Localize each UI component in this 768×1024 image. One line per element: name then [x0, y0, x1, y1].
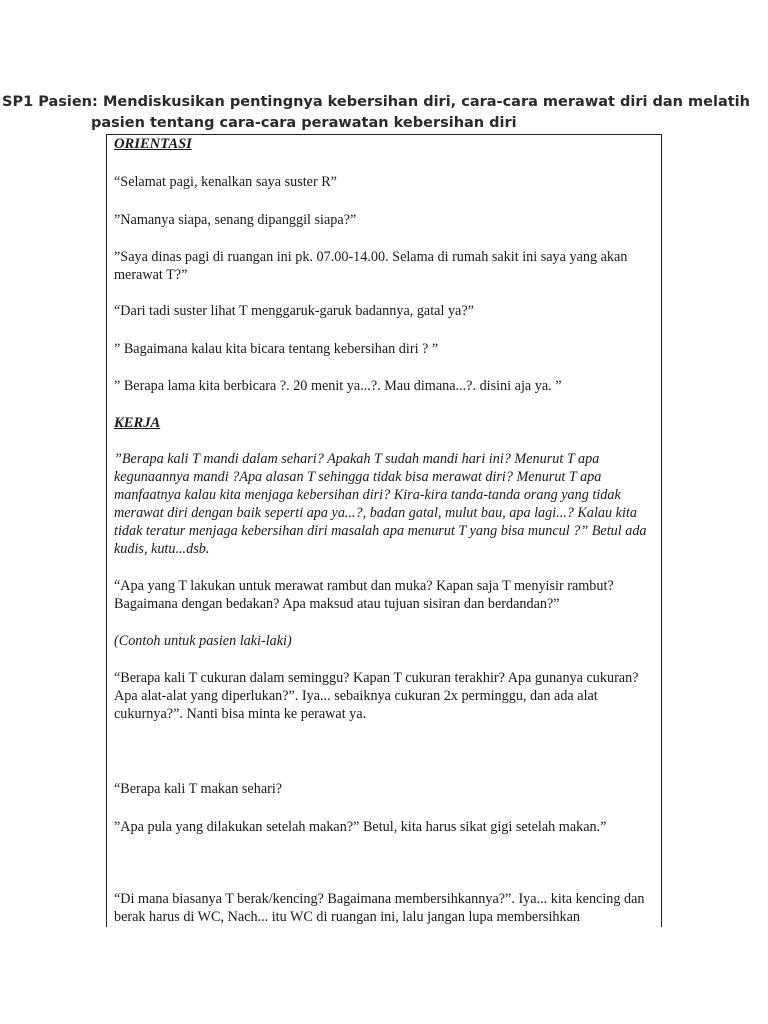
kerja-paragraph: “Berapa kali T cukuran dalam seminggu? Kapan T cukuran terakhir? Apa gunanya cukuran? Apa alat-alat yang diperlukan?”. Iya... sebaiknya cukuran 2x perminggu, dan ada alat cukurnya?”. Nanti bisa minta ke perawat ya. [114, 670, 639, 722]
kerja-paragraph: (Contoh untuk pasien laki-laki) [114, 633, 292, 649]
kerja-paragraph: “Berapa kali T makan sehari? [114, 781, 283, 797]
kerja-paragraph: ”Apa pula yang dilakukan setelah makan?” Betul, kita harus sikat gigi setelah makan.” [114, 819, 607, 835]
heading-title-line1: Mendiskusikan pentingnya kebersihan diri, cara-cara merawat diri dan melatih [103, 94, 750, 110]
kerja-paragraph: “Apa yang T lakukan untuk merawat rambut dan muka? Kapan saja T menyisir rambut? Bagaimana dengan bedakan? Apa maksud atau tujuan sisiran dan berdandan?” [114, 578, 614, 612]
kerja-paragraph: ”Berapa kali T mandi dalam sehari? Apakah T sudah mandi hari ini? Menurut T apa kegunaannya mandi ?Apa alasan T sehingga tidak bisa merawat diri? Menurut T apa manfaatnya kalau kita menjaga kebersihan diri? Kira-kira tanda-tanda orang yang tidak merawat diri dengan baik seperti apa ya...?, badan gatal, mulut bau, apa lagi...? Kalau kita tidak teratur menjaga kebersihan diri masalah apa menurut T yang bisa muncul ?” Betul ada kudis, kutu...dsb. [114, 451, 647, 557]
kerja-title: KERJA [114, 415, 161, 431]
orientasi-paragraph: ”Namanya siapa, senang dipanggil siapa?” [114, 212, 357, 228]
orientasi-paragraph: ” Berapa lama kita berbicara ?. 20 menit ya...?. Mau dimana...?. disini aja ya. ” [114, 378, 562, 394]
dialogue-box [106, 134, 662, 927]
orientasi-paragraph: ”Saya dinas pagi di ruangan ini pk. 07.00-14.00. Selama di rumah sakit ini saya yang akan merawat T?” [114, 249, 628, 283]
orientasi-paragraph: “Selamat pagi, kenalkan saya suster R” [114, 174, 337, 190]
heading-label: SP1 Pasien: [2, 94, 98, 110]
orientasi-paragraph: ” Bagaimana kalau kita bicara tentang kebersihan diri ? ” [114, 341, 439, 357]
heading-title-line2: pasien tentang cara-cara perawatan kebersihan diri [91, 115, 517, 131]
orientasi-title: ORIENTASI [114, 136, 192, 152]
orientasi-paragraph: “Dari tadi suster lihat T menggaruk-garuk badannya, gatal ya?” [114, 303, 474, 319]
kerja-paragraph: “Di mana biasanya T berak/kencing? Bagaimana membersihkannya?”. Iya... kita kencing dan berak harus di WC, Nach... itu WC di ruangan ini, lalu jangan lupa membersihkan [114, 891, 645, 925]
